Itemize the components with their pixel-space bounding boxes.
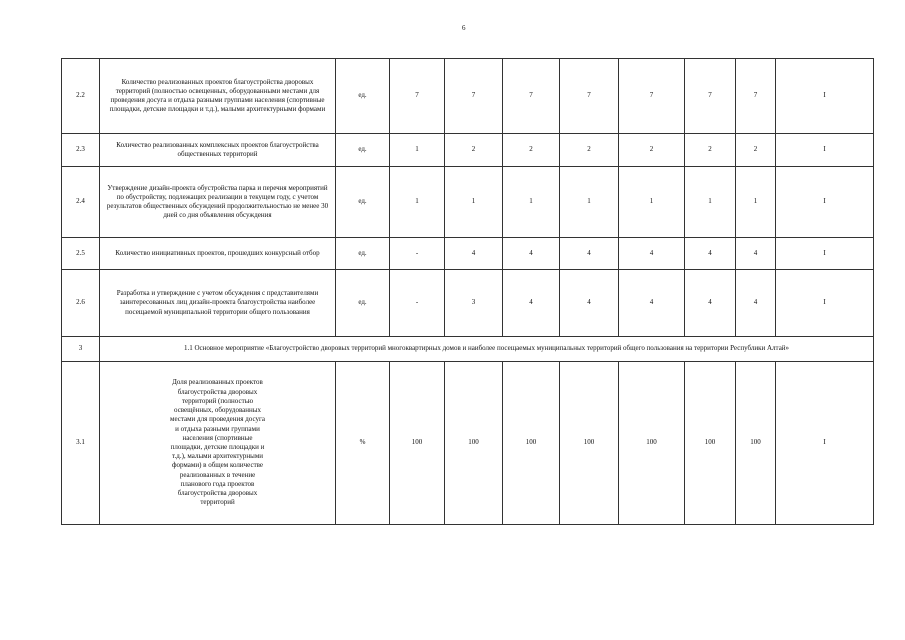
description-line: площадки, детские площадки и	[170, 443, 265, 451]
description-line: благоустройства дворовых	[177, 489, 258, 498]
last-column-cell: I	[776, 167, 874, 238]
value-cell: 100	[736, 362, 776, 525]
description-line: т.д.), малыми архитектурными	[171, 452, 264, 461]
unit-cell: ед.	[336, 59, 390, 134]
value-cell: 4	[619, 270, 685, 337]
indicator-description: Количество инициативных проектов, прошедших конкурсный отбор	[100, 238, 336, 270]
value-cell: 4	[560, 270, 619, 337]
description-line: территорий	[200, 498, 235, 507]
value-cell: 1	[390, 167, 445, 238]
table-row	[62, 59, 874, 134]
row-number: 2.4	[62, 167, 100, 238]
value-cell: 1	[390, 134, 445, 167]
indicator-description: Утверждение дизайн-проекта обустройства парка и перечня мероприятий по обустройству, подлежащих реализации в текущем году, с учетом результатов общественных обсуждений продолжительностью не менее 30 дней со дня объявления обсуждения	[100, 167, 336, 238]
value-cell: 1	[503, 167, 560, 238]
value-cell: 4	[736, 238, 776, 270]
value-cell: 1	[560, 167, 619, 238]
value-cell: 1	[445, 167, 503, 238]
description-line: освещённых, оборудованных	[174, 406, 261, 415]
unit-cell: ед.	[336, 167, 390, 238]
value-cell: -	[390, 238, 445, 270]
description-line: планового года проектов	[180, 479, 255, 488]
row-number: 3.1	[62, 362, 100, 525]
indicators-table	[61, 58, 874, 525]
value-cell: 7	[736, 59, 776, 134]
page-number: 6	[462, 24, 466, 32]
value-cell: 2	[445, 134, 503, 167]
value-cell: 4	[619, 238, 685, 270]
section-title: 1.1 Основное мероприятие «Благоустройство дворовых территорий многоквартирных домов и наиболее посещаемых муниципальных территорий общего пользования на территории Республики Алтай»	[100, 337, 874, 362]
value-cell: 100	[685, 362, 736, 525]
indicator-description: Количество реализованных проектов благоустройства дворовых территорий (полностью освещенных, оборудованными местами для проведения досуга и отдыха разными группами населения (спортивные площадки, детские площадки и т.д.), малыми архитектурными формами	[100, 59, 336, 134]
description-line: формами) в общем количестве	[172, 461, 263, 470]
row-number: 2.6	[62, 270, 100, 337]
value-cell: 1	[736, 167, 776, 238]
table-row	[62, 167, 874, 238]
value-cell: 4	[445, 238, 503, 270]
last-column-cell: I	[776, 270, 874, 337]
row-number: 2.5	[62, 238, 100, 270]
table-row	[62, 362, 874, 525]
unit-cell: %	[336, 362, 390, 525]
indicator-description	[100, 362, 336, 525]
unit-cell: ед.	[336, 134, 390, 167]
section-number: 3	[62, 337, 100, 362]
value-cell: 7	[445, 59, 503, 134]
value-cell: 100	[619, 362, 685, 525]
value-cell: 3	[445, 270, 503, 337]
last-column-cell: I	[776, 238, 874, 270]
value-cell: 4	[503, 270, 560, 337]
table-row	[62, 238, 874, 270]
description-line: и отдыха разными группами	[175, 424, 260, 433]
value-cell: 4	[685, 270, 736, 337]
indicator-description: Разработка и утверждение с учетом обсуждения с представителями заинтересованных лиц дизайн-проекта благоустройства наиболее посещаемой муниципальной территории общего пользования	[100, 270, 336, 337]
last-column-cell: I	[776, 362, 874, 525]
value-cell: 4	[736, 270, 776, 337]
row-number: 2.3	[62, 134, 100, 167]
value-cell: 2	[619, 134, 685, 167]
unit-cell: ед.	[336, 270, 390, 337]
value-cell: -	[390, 270, 445, 337]
value-cell: 2	[503, 134, 560, 167]
value-cell: 4	[503, 238, 560, 270]
unit-cell: ед.	[336, 238, 390, 270]
description-line: Доля реализованных проектов	[172, 378, 263, 387]
table-row	[62, 134, 874, 167]
value-cell: 4	[685, 238, 736, 270]
value-cell: 100	[503, 362, 560, 525]
value-cell: 7	[560, 59, 619, 134]
description-line: местами для проведения досуга	[170, 415, 265, 424]
value-cell: 4	[560, 238, 619, 270]
value-cell: 100	[560, 362, 619, 525]
description-line: благоустройства дворовых	[177, 387, 258, 396]
description-line: территорий (полностью	[181, 396, 254, 405]
value-cell: 1	[685, 167, 736, 238]
value-cell: 7	[685, 59, 736, 134]
last-column-cell: I	[776, 59, 874, 134]
value-cell: 100	[445, 362, 503, 525]
row-number: 2.2	[62, 59, 100, 134]
value-cell: 7	[390, 59, 445, 134]
table-row	[62, 270, 874, 337]
value-cell: 1	[619, 167, 685, 238]
last-column-cell: I	[776, 134, 874, 167]
value-cell: 2	[736, 134, 776, 167]
description-line: реализованных в течение	[179, 470, 256, 479]
value-cell: 2	[685, 134, 736, 167]
value-cell: 7	[619, 59, 685, 134]
value-cell: 7	[503, 59, 560, 134]
value-cell: 2	[560, 134, 619, 167]
section-row	[62, 337, 874, 362]
description-line: населения (спортивные	[182, 433, 253, 442]
value-cell: 100	[390, 362, 445, 525]
indicator-description: Количество реализованных комплексных проектов благоустройства общественных территорий	[100, 134, 336, 167]
